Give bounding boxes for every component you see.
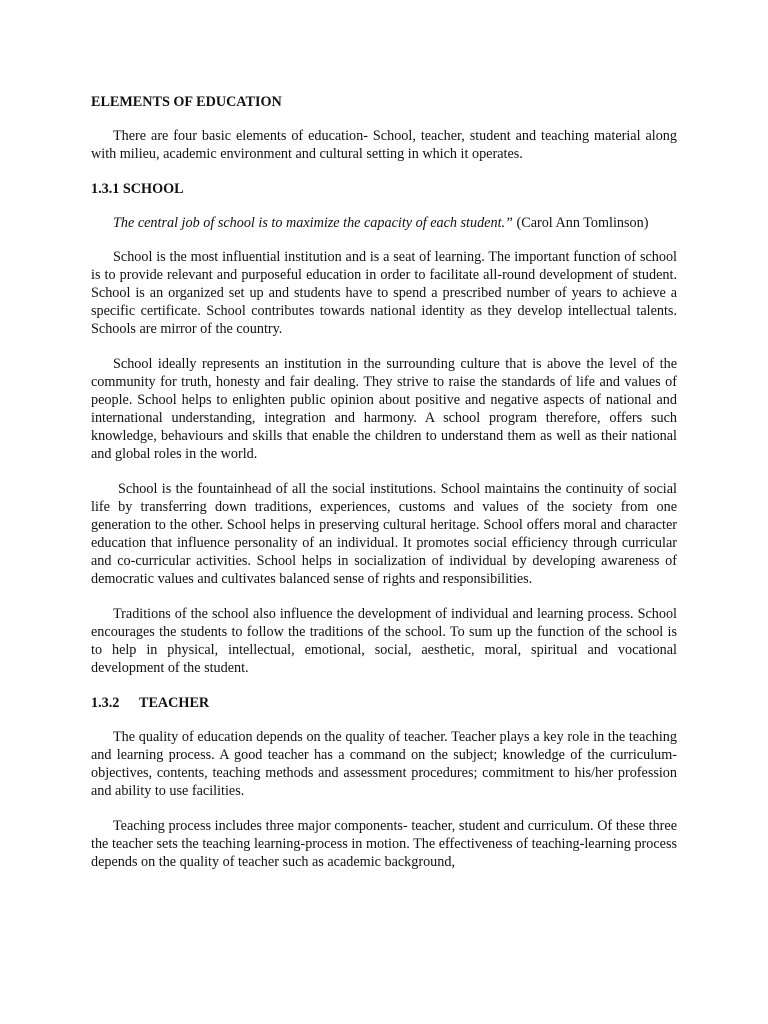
document-page — [91, 93, 677, 888]
school-paragraph-4: Traditions of the school also influence the development of individual and learning process. School encourages the students to follow the traditions of the school. To sum up the function of the school is to help in physical, intellectual, emotional, social, aesthetic, moral, spiritual and vocational development of the student. — [91, 606, 677, 676]
school-quote — [113, 214, 677, 232]
section-heading-school: 1.3.1 SCHOOL — [91, 181, 184, 197]
document-title: ELEMENTS OF EDUCATION — [91, 94, 282, 110]
quote-text: The central job of school is to maximize the capacity of each student.” — [113, 215, 513, 231]
teacher-heading-label: TEACHER — [139, 695, 210, 711]
teacher-paragraph-1: The quality of education depends on the quality of teacher. Teacher plays a key role in the teaching and learning process. A good teacher has a command on the subject; knowledge of the curriculum- objectives, contents, teaching methods and assessment procedures; commitment to his/her profession and ability to use facilities. — [91, 729, 677, 799]
school-paragraph-2: School ideally represents an institution in the surrounding culture that is above the level of the community for truth, honesty and fair dealing. They strive to raise the standards of life and values of people. School helps to enlighten public opinion about positive and negative aspects of national and international understanding, integration and harmony. A school program therefore, offers such knowledge, behaviours and skills that enable the children to understand them as well as their national and global roles in the world. — [91, 356, 677, 462]
quote-author: (Carol Ann Tomlinson) — [512, 215, 649, 231]
intro-paragraph: There are four basic elements of education- School, teacher, student and teaching material along with milieu, academic environment and cultural setting in which it operates. — [91, 128, 677, 162]
section-heading-teacher — [91, 694, 677, 712]
school-paragraph-3: School is the fountainhead of all the social institutions. School maintains the continuity of social life by transferring down traditions, experiences, customs and values of the society from one generation to the other. School helps in preserving cultural heritage. School offers moral and character education that influence personality of an individual. It promotes social efficiency through curricular and co-curricular activities. School helps in socialization of individual by developing awareness of democratic values and cultivates balanced sense of rights and responsibilities. — [91, 481, 677, 587]
teacher-paragraph-2: Teaching process includes three major components- teacher, student and curriculum. Of these three the teacher sets the teaching learning-process in motion. The effectiveness of teaching-learning process depends on the quality of teacher such as academic background, — [91, 818, 677, 870]
teacher-heading-number: 1.3.2 — [91, 695, 120, 711]
school-paragraph-1: School is the most influential institution and is a seat of learning. The important function of school is to provide relevant and purposeful education in order to facilitate all-round development of student. School is an organized set up and students have to spend a prescribed number of years to achieve a specific certificate. School contributes towards national identity as they develop intellectual talents. Schools are mirror of the country. — [91, 249, 677, 337]
